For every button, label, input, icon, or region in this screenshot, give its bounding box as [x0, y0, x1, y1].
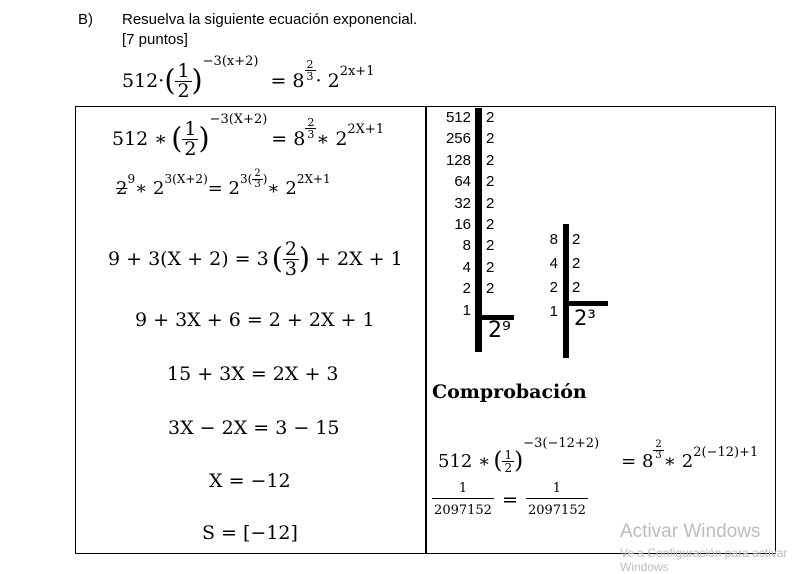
factor_8-divisor: 2 — [572, 279, 581, 296]
factor_512-divisor: 2 — [486, 280, 495, 298]
check-result: $\frac{1}{2097152}$ = $\frac{1}{2097152}$ — [432, 482, 588, 517]
step-6: 3X − 2X = 3 − 15 — [168, 417, 340, 439]
step-4: 9 + 3X + 6 = 2 + 2X + 1 — [135, 309, 375, 331]
section-label: B) — [78, 11, 93, 28]
factor_512-number: 256 — [445, 130, 471, 148]
step-3: 9 + 3(X + 2) = 3 ( $\frac{2}{3}$ ) + 2X + 1 — [108, 237, 403, 280]
factor_8-number: 8 — [549, 231, 558, 248]
check-equation: 512 ∗ ( $\frac{1}{2}$ ) −3(−12+2) = 8 $\frac{2}{3}$ ∗ 2 2(−12)+1 — [438, 435, 759, 475]
factor_512-number: 128 — [445, 151, 471, 169]
factor_512-divisor: 2 — [486, 258, 495, 276]
step-8: S = [−12] — [202, 522, 298, 544]
factor_512-number: 16 — [454, 216, 471, 233]
factor_8-number: 4 — [549, 255, 558, 272]
factor_512-number: 32 — [454, 194, 471, 212]
step-1: 512 ∗ ( $\frac{1}{2}$ ) −3(X+2) = 8 $\frac{2}{3}$ ∗ 2 2X+1 — [112, 111, 385, 160]
factor_512-divisor: 2 — [486, 151, 495, 169]
activate-windows-subtitle: Ve a Configuración para activar Windows — [620, 546, 788, 574]
step-2: 2 9 ∗ 2 3(X+2) = 2 3 ( $\frac{2}{3}$ ) ∗ 2 2X+1 — [116, 167, 331, 199]
factor_512-number: 512 — [445, 109, 471, 126]
factor_512-number: 8 — [462, 237, 471, 255]
factor_8-number: 1 — [549, 303, 558, 320]
check-title: Comprobación — [432, 381, 587, 403]
factor_512-divisor: 2 — [486, 216, 495, 233]
factor_512-divisor: 2 — [486, 237, 495, 255]
factor_512-divisor: 2 — [486, 109, 495, 126]
points-text: [7 puntos] — [122, 31, 188, 48]
factor_512-number: 2 — [462, 280, 471, 298]
factor-8-result: 2³ — [574, 306, 596, 330]
factor_8-number: 2 — [549, 279, 558, 296]
factor_8-divisor: 2 — [572, 231, 581, 248]
factor_8-divisor: 2 — [572, 255, 581, 272]
factor_512-divisor: 2 — [486, 130, 495, 148]
problem-equation: 512· ( $\frac{1}{2}$ ) −3(x+2) = 8 $\frac{2}{3}$ · 2 2x+1 — [122, 53, 375, 102]
factor-8-bar — [563, 224, 569, 358]
factor_512-number: 1 — [462, 301, 471, 319]
factor-512-result: 2⁹ — [488, 318, 511, 343]
factor_512-number: 4 — [462, 258, 471, 276]
activate-windows-title: Activar Windows — [620, 521, 761, 542]
factor_512-divisor: 2 — [486, 194, 495, 212]
factor_512-number: 64 — [454, 173, 471, 191]
step-7: X = −12 — [209, 470, 291, 492]
instruction-text: Resuelva la siguiente ecuación exponencial. — [122, 11, 418, 28]
factor_512-divisor: 2 — [486, 173, 495, 191]
step-5: 15 + 3X = 2X + 3 — [167, 363, 339, 385]
